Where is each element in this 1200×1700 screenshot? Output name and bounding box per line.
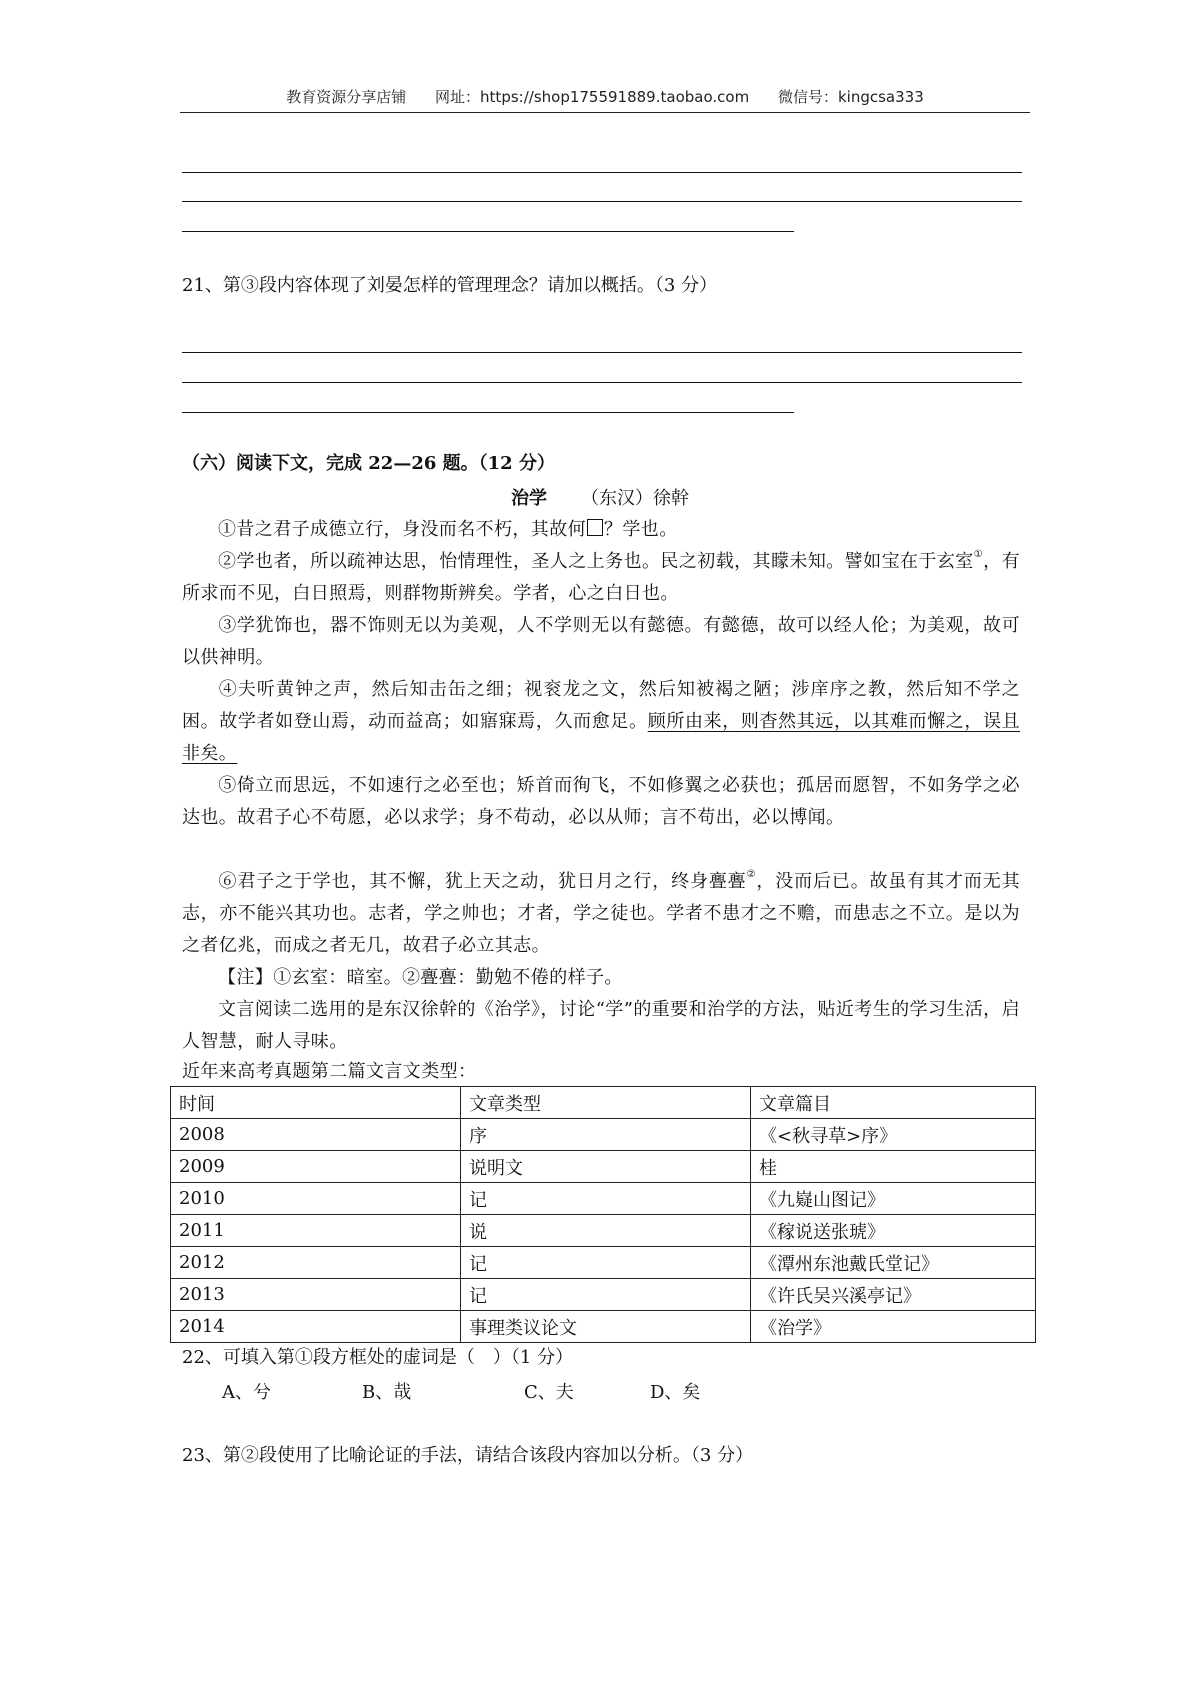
table-caption: 近年来高考真题第二篇文言文类型： (182, 1061, 477, 1082)
question-22: 22、可填入第①段方框处的虚词是（ ）（1 分） (182, 1347, 574, 1368)
table-row: 2008 序 《<秋寻草>序》 (171, 1119, 1036, 1151)
table-row: 2012 记 《潭州东池戴氏堂记》 (171, 1247, 1036, 1279)
option-c[interactable]: C、夫 (524, 1382, 574, 1403)
option-b[interactable]: B、哉 (362, 1382, 412, 1403)
header-shop-name: 教育资源分享店铺 (286, 88, 407, 106)
footnote: 【注】①玄室：暗室。②亹亹：勤勉不倦的样子。 (218, 967, 623, 988)
header-website[interactable]: 网址：https://shop175591889.taobao.com (435, 88, 750, 106)
table-header-row (171, 1087, 1036, 1119)
answer-line-4 (182, 352, 1022, 353)
option-d[interactable]: D、矣 (650, 1382, 701, 1403)
passage-title: 治学 (511, 488, 547, 509)
answer-line-2 (182, 201, 1022, 202)
commentary: 文言阅读二选用的是东汉徐幹的《治学》，讨论“学”的重要和治学的方法，贴近考生的学习生活，启人智慧，耐人寻味。 (182, 999, 1020, 1052)
paragraph-1: ①昔之君子成德立行，身没而名不朽，其故何 ？学也。 (218, 519, 678, 540)
table-header: 文章类型 (461, 1087, 751, 1119)
passage-title-row (0, 484, 1200, 510)
table-row: 2011 说 《稼说送张琥》 (171, 1215, 1036, 1247)
passage-author: （东汉）徐幹 (581, 488, 689, 509)
answer-line-3 (182, 231, 794, 232)
footnote-ref-2: ② (746, 869, 757, 880)
question-22-options (222, 1378, 700, 1404)
question-23: 23、第②段使用了比喻论证的手法，请结合该段内容加以分析。（3 分） (182, 1445, 754, 1466)
option-a[interactable]: A、兮 (222, 1382, 271, 1403)
answer-line-6 (182, 412, 794, 413)
answer-line-1 (182, 172, 1022, 173)
table-row: 2009 说明文 桂 (171, 1151, 1036, 1183)
table-row: 2013 记 《许氏吴兴溪亭记》 (171, 1279, 1036, 1311)
blank-box (587, 519, 603, 536)
underlined-sentence: 顾所由来，则杳然其远，以其难而懈之，误且非矣。 (182, 711, 1021, 764)
table-header: 文章篇目 (751, 1087, 1036, 1119)
section-6-heading: （六）阅读下文，完成 22—26 题。（12 分） (182, 453, 555, 474)
paragraph-2: ②学也者，所以疏神达思，怡情理性，圣人之上务也。民之初载，其矇未知。譬如宝在于玄室①，有所求而不见，白日照焉，则群物斯辨矣。学者，心之白日也。 (182, 549, 1020, 604)
exam-types-table (170, 1086, 1036, 1343)
header-wechat: 微信号：kingcsa333 (777, 88, 924, 106)
table-row: 2010 记 《九嶷山图记》 (171, 1183, 1036, 1215)
paragraph-6: ⑥君子之于学也，其不懈，犹上天之动，犹日月之行，终身亹亹②，没而后已。故虽有其才而无其志，亦不能兴其功也。志者，学之帅也；才者，学之徒也。学者不患才之不赡，而患志之不立。是以为之者亿兆，而成之者无几，故君子必立其志。 (182, 869, 1020, 956)
paragraph-3: ③学犹饰也，器不饰则无以为美观，人不学则无以有懿德。有懿德，故可以经人伦；为美观，故可以供神明。 (182, 615, 1020, 668)
answer-line-5 (182, 382, 1022, 383)
footnote-ref-1: ① (973, 549, 984, 560)
question-21: 21、第③段内容体现了刘晏怎样的管理理念？请加以概括。（3 分） (182, 275, 718, 296)
page-header (180, 86, 1030, 113)
table-row: 2014 事理类议论文 《治学》 (171, 1311, 1036, 1343)
table-header: 时间 (171, 1087, 461, 1119)
paragraph-4: ④夫听黄钟之声，然后知击缶之细；视衮龙之文，然后知被褐之陋；涉庠序之教，然后知不学之困。故学者如登山焉，动而益高；如寤寐焉，久而愈足。顾所由来，则杳然其远，以其难而懈之，误且非矣。 (182, 679, 1021, 764)
paragraph-5: ⑤倚立而思远，不如速行之必至也；矫首而徇飞，不如修翼之必获也；孤居而愿智，不如务学之必达也。故君子心不苟愿，必以求学；身不苟动，必以从师；言不苟出，必以博闻。 (182, 775, 1020, 828)
